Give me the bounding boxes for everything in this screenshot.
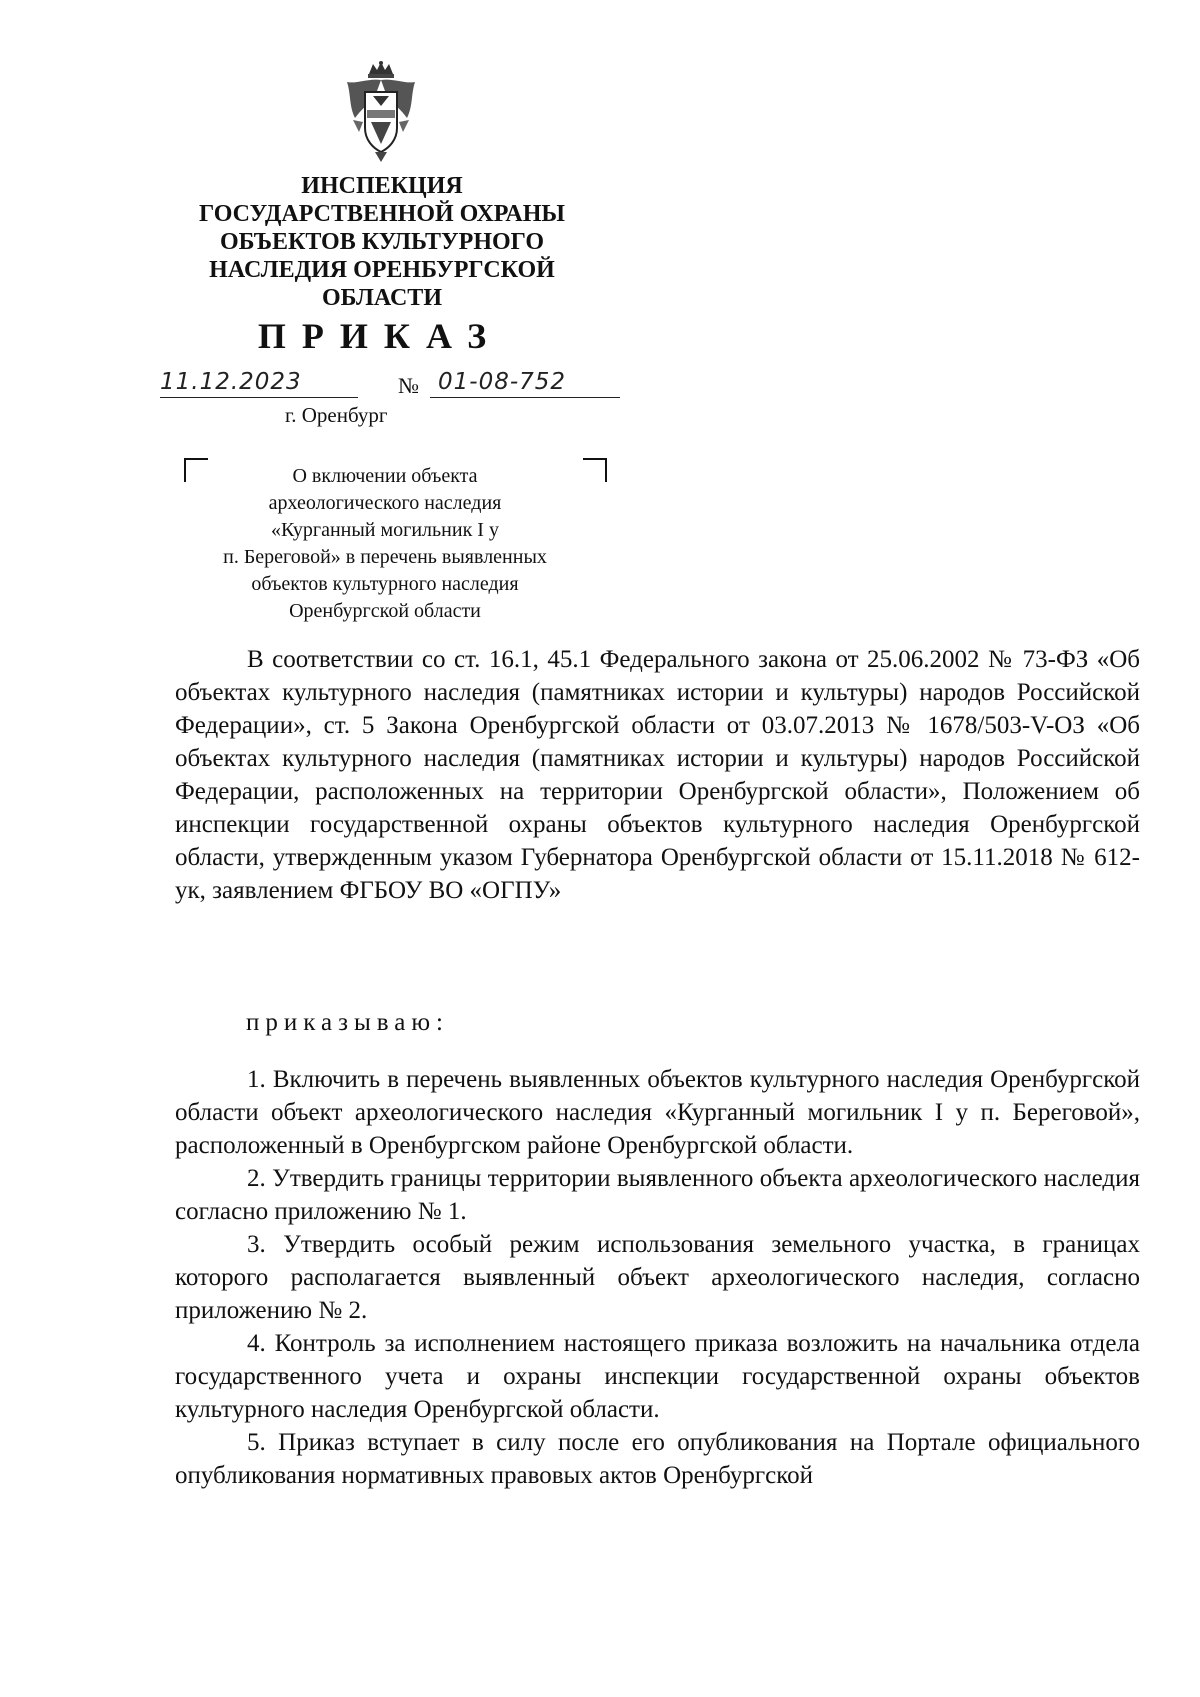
subject-line-2: археологического наследия <box>268 492 502 514</box>
date-underline <box>160 397 358 398</box>
subject-line-5: объектов культурного наследия <box>251 573 519 595</box>
order-item: 3. Утвердить особый режим использования земельного участка, в границах которого располагается выявленный объект археологического наследия, согласно приложению № 2. <box>175 1231 1140 1324</box>
city-name: г. Оренбург <box>285 403 388 427</box>
date-number-line <box>160 367 620 403</box>
org-line-3: ОБЪЕКТОВ КУЛЬТУРНОГО <box>219 229 545 255</box>
coat-of-arms-icon <box>339 60 423 164</box>
subject-line-6: Оренбургской области <box>289 600 481 622</box>
number-underline <box>430 397 620 398</box>
preamble-paragraph: В соответствии со ст. 16.1, 45.1 Федерального закона от 25.06.2002 № 73-ФЗ «Об объектах культурного наследия (памятниках истории и культуры) народов Российской Федерации», ст. 5 Закона Оренбургской области от 03.07.2013 № 1678/503-V-ОЗ «Об объектах культурного наследия (памятниках истории и культуры) народов Российской Федерации, расположенных на территории Оренбургской области», Положением об инспекции государственной охраны объектов культурного наследия Оренбургской области, утвержденным указом Губернатора Оренбургской области от 15.11.2018 № 612-ук, заявлением ФГБОУ ВО «ОГПУ» <box>175 646 1140 904</box>
document-type-title: ПРИКАЗ <box>257 316 503 356</box>
organization-name <box>172 172 592 312</box>
number-sign: № <box>398 373 419 398</box>
org-line-5: ОБЛАСТИ <box>322 285 442 311</box>
org-line-2: ГОСУДАРСТВЕННОЙ ОХРАНЫ <box>199 201 565 227</box>
handwritten-date: 11.12.2023 <box>160 369 302 395</box>
order-item: 4. Контроль за исполнением настоящего приказа возложить на начальника отдела государственного учета и охраны инспекции государственной охраны объектов культурного наследия Оренбургской области. <box>175 1330 1140 1423</box>
order-word: приказываю: <box>246 1009 449 1036</box>
subject-block <box>170 463 600 625</box>
order-item: 2. Утвердить границы территории выявленного объекта археологического наследия согласно приложению № 1. <box>175 1165 1140 1225</box>
org-line-1: ИНСПЕКЦИЯ <box>301 173 463 199</box>
org-line-4: НАСЛЕДИЯ ОРЕНБУРГСКОЙ <box>209 257 555 283</box>
order-item: 5. Приказ вступает в силу после его опубликования на Портале официального опубликования нормативных правовых актов Оренбургской <box>175 1429 1140 1489</box>
order-items <box>175 1063 1140 1492</box>
subject-line-1: О включении объекта <box>292 465 478 487</box>
order-item: 1. Включить в перечень выявленных объектов культурного наследия Оренбургской области объект археологического наследия «Курганный могильник I у п. Береговой», расположенный в Оренбургском районе Оренбургской области. <box>175 1066 1140 1159</box>
handwritten-number: 01-08-752 <box>438 369 567 395</box>
subject-line-4: п. Береговой» в перечень выявленных <box>223 546 547 568</box>
subject-line-3: «Курганный могильник I у <box>271 519 499 541</box>
